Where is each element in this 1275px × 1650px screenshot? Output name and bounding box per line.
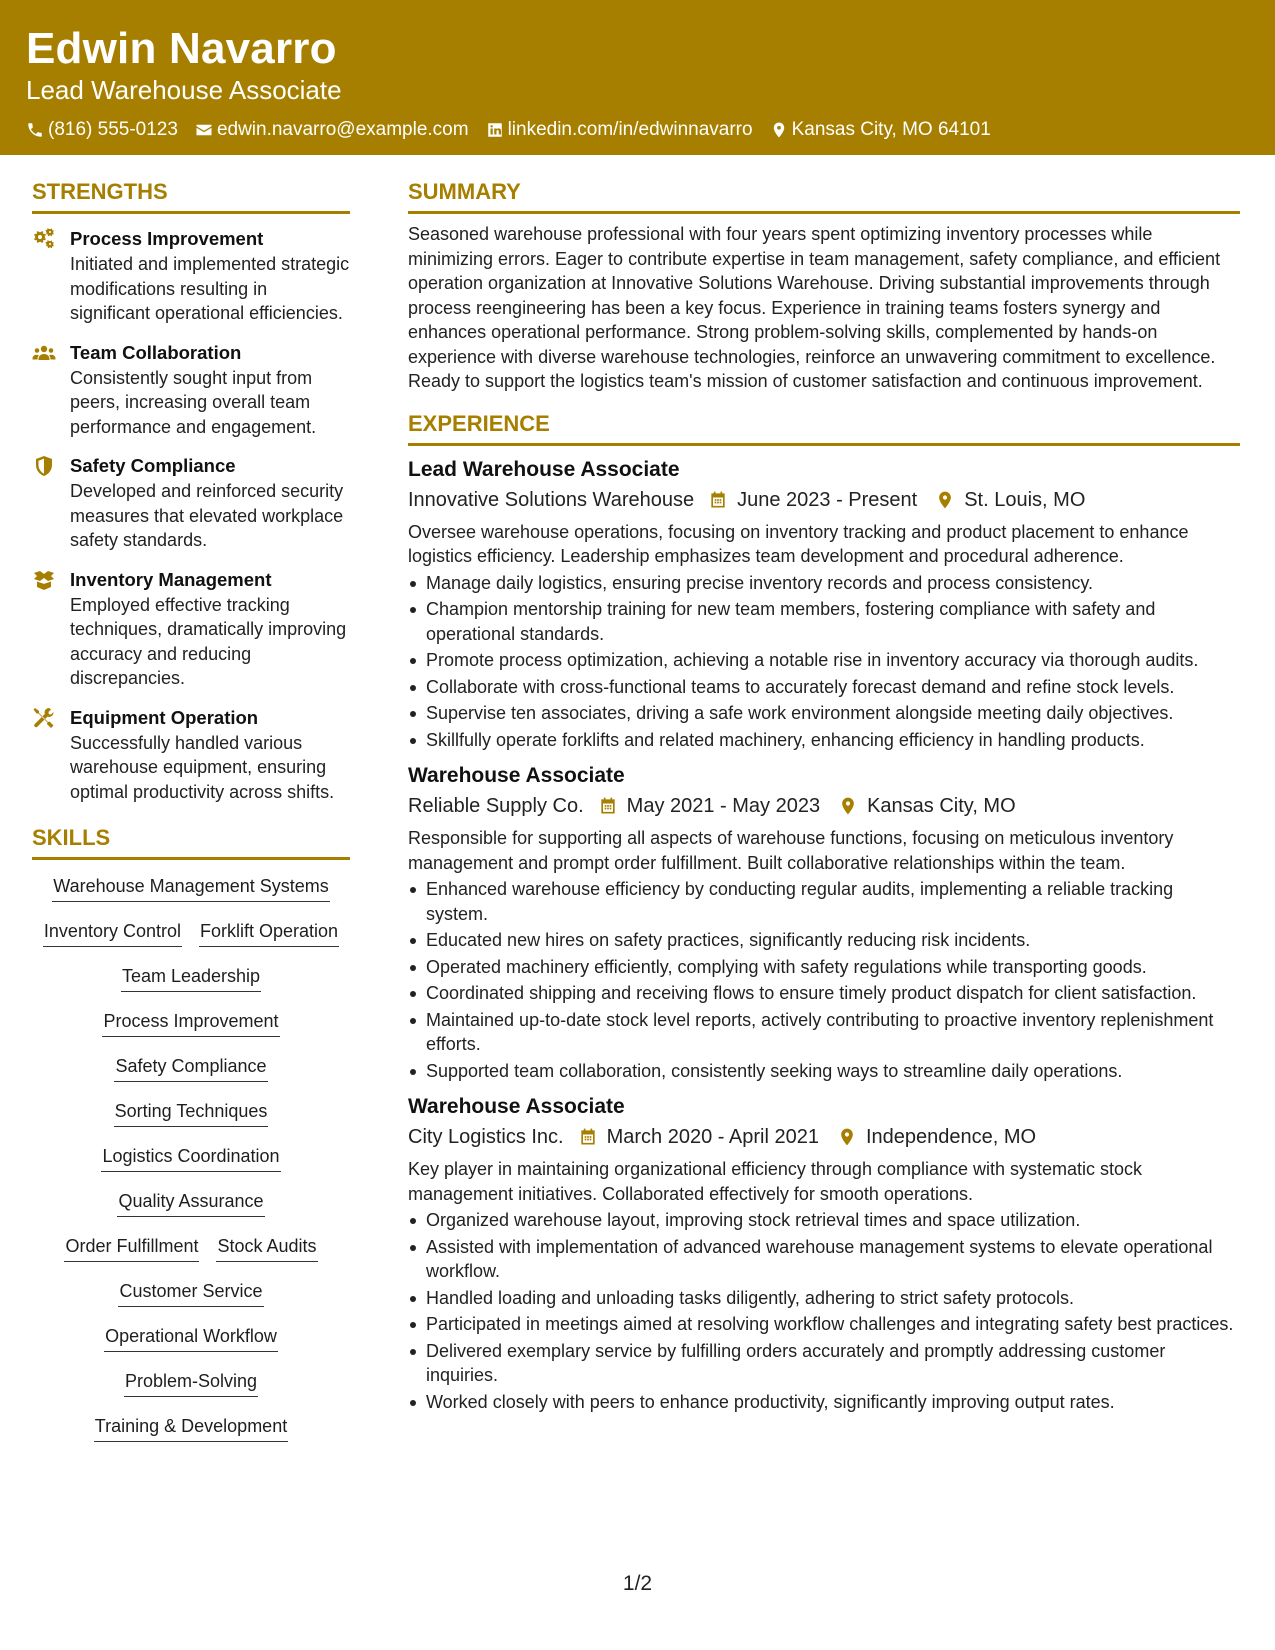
skill-tag: Training & Development	[94, 1414, 288, 1442]
phone-icon	[26, 121, 44, 139]
skill-tag: Forklift Operation	[199, 919, 339, 947]
strength-title: Equipment Operation	[70, 706, 259, 728]
job-bullet: Manage daily logistics, ensuring precise inventory records and process consistency.	[408, 571, 1240, 596]
contact-email[interactable]	[195, 118, 469, 142]
skill-tag: Quality Assurance	[117, 1189, 264, 1217]
gears-icon	[32, 228, 56, 250]
map-pin-icon	[770, 121, 788, 139]
skill-row	[117, 1189, 264, 1234]
job-bullet: Enhanced warehouse efficiency by conducting regular audits, implementing a reliable tracking system.	[408, 877, 1240, 926]
job-dates: June 2023 - Present	[737, 488, 918, 511]
skill-row	[101, 1144, 280, 1189]
job-bullet: Collaborate with cross-functional teams to accurately forecast demand and refine stock levels.	[408, 675, 1240, 700]
shield-icon	[32, 455, 56, 477]
job-entry	[408, 1093, 1240, 1414]
job-meta	[408, 1123, 1240, 1151]
job-entry	[408, 762, 1240, 1083]
skill-tag: Stock Audits	[216, 1234, 317, 1262]
skill-row	[118, 1279, 263, 1324]
summary-text: Seasoned warehouse professional with four years spent optimizing inventory processes while minimizing errors. Eager to contribute expertise in team management, safety compliance, and efficient operation organization at Innovative Solutions Warehouse. Driving substantial improvements through process reengineering has been a key focus. Experience in training teams fosters synergy and enhances operational performance. Strong problem-solving skills, complemented by hands-on experience with diverse warehouse technologies, reinforce an unwavering commitment to excellence. Ready to support the logistics team's mission of customer satisfaction and continuous improvement.	[408, 224, 1221, 391]
skill-tag: Sorting Techniques	[114, 1099, 269, 1127]
skill-row	[114, 1099, 269, 1144]
job-bullet: Coordinated shipping and receiving flows to ensure timely product dispatch for client satisfaction.	[408, 981, 1240, 1006]
job-entry	[408, 456, 1240, 753]
strength-desc: Successfully handled various warehouse equipment, ensuring optimal productivity across shifts.	[70, 732, 335, 802]
job-company: Reliable Supply Co.	[408, 795, 584, 817]
strength-title: Safety Compliance	[70, 455, 236, 476]
calendar-icon	[708, 490, 728, 510]
map-pin-icon	[837, 1127, 857, 1147]
contact-email-text: edwin.navarro@example.com	[216, 119, 469, 140]
strength-title: Team Collaboration	[70, 341, 242, 363]
job-bullet: Delivered exemplary service by fulfilling orders accurately and promptly addressing customer inquiries.	[408, 1339, 1240, 1388]
strength-desc: Employed effective tracking techniques, dramatically improving accuracy and reducing discrepancies.	[70, 594, 347, 688]
job-description: Key player in maintaining organizational efficiency through compliance with systematic stock management initiatives. Collaborated effectively for smooth operations.	[408, 1159, 1143, 1204]
job-description: Responsible for supporting all aspects of warehouse functions, focusing on meticulous inventory management and prompt order fulfillment. Built collaborative relationships within the team.	[408, 828, 1174, 873]
job-bullet: Supported team collaboration, consistently seeking ways to streamline daily operations.	[408, 1059, 1240, 1084]
job-company: City Logistics Inc.	[408, 1126, 564, 1148]
summary-heading: SUMMARY	[408, 178, 1240, 214]
strength-item	[32, 340, 350, 440]
skill-row	[104, 1324, 278, 1369]
job-title: Warehouse Associate	[408, 764, 625, 787]
job-title: Warehouse Associate	[408, 1095, 625, 1118]
strength-item	[32, 567, 350, 691]
job-bullets	[408, 1208, 1240, 1414]
skill-row	[43, 919, 339, 964]
skill-tag: Problem-Solving	[124, 1369, 258, 1397]
skill-tag: Order Fulfillment	[64, 1234, 199, 1262]
strength-title: Process Improvement	[70, 228, 264, 249]
strength-desc: Initiated and implemented strategic modifications resulting in significant operational efficiencies.	[70, 254, 350, 323]
experience-heading: EXPERIENCE	[408, 410, 1240, 446]
page-number: 1/2	[622, 1572, 653, 1595]
job-location: Kansas City, MO	[867, 795, 1016, 817]
job-location: Independence, MO	[865, 1126, 1037, 1148]
job-bullets	[408, 571, 1240, 753]
strengths-list	[32, 226, 350, 804]
contact-location	[770, 118, 991, 142]
contact-phone-text: (816) 555-0123	[48, 119, 178, 140]
strength-item	[32, 453, 350, 553]
job-location: St. Louis, MO	[964, 488, 1086, 511]
job-bullet: Participated in meetings aimed at resolving workflow challenges and integrating safety best practices.	[408, 1312, 1240, 1337]
strengths-heading: STRENGTHS	[32, 178, 350, 214]
tools-icon	[32, 707, 56, 729]
skills-list	[32, 874, 350, 1459]
users-icon	[32, 342, 56, 364]
candidate-name: Edwin Navarro	[26, 24, 337, 73]
candidate-title: Lead Warehouse Associate	[26, 75, 342, 105]
skill-tag: Process Improvement	[102, 1009, 279, 1037]
left-column	[32, 178, 350, 1459]
job-bullet: Handled loading and unloading tasks diligently, adhering to strict safety protocols.	[408, 1286, 1240, 1311]
job-dates: May 2021 - May 2023	[626, 795, 821, 817]
skill-row	[102, 1009, 279, 1054]
map-pin-icon	[935, 490, 955, 510]
job-meta	[408, 792, 1240, 820]
skill-tag: Safety Compliance	[114, 1054, 267, 1082]
job-description: Oversee warehouse operations, focusing on inventory tracking and product placement to enhance logistics efficiency. Leadership emphasizes team development and procedural adherence.	[408, 521, 1189, 566]
calendar-icon	[598, 796, 618, 816]
job-bullet: Worked closely with peers to enhance productivity, significantly improving output rates.	[408, 1390, 1240, 1415]
job-dates: March 2020 - April 2021	[606, 1126, 819, 1148]
job-bullet: Promote process optimization, achieving a notable rise in inventory accuracy via thorough audits.	[408, 648, 1240, 673]
job-bullet: Operated machinery efficiently, complying with safety regulations while transporting goods.	[408, 955, 1240, 980]
contact-phone[interactable]	[26, 118, 178, 142]
map-pin-icon	[838, 796, 858, 816]
strength-desc: Developed and reinforced security measures that elevated workplace safety standards.	[70, 481, 344, 550]
calendar-icon	[578, 1127, 598, 1147]
skill-row	[64, 1234, 317, 1279]
skill-tag: Team Leadership	[121, 964, 261, 992]
job-bullet: Educated new hires on safety practices, significantly reducing risk incidents.	[408, 928, 1240, 953]
contact-linkedin-text: linkedin.com/in/edwinnavarro	[507, 119, 753, 140]
skill-tag: Logistics Coordination	[101, 1144, 280, 1172]
job-bullets	[408, 877, 1240, 1083]
linkedin-icon	[486, 121, 504, 139]
skills-section	[32, 824, 350, 1459]
job-title: Lead Warehouse Associate	[408, 457, 680, 481]
strength-item	[32, 705, 350, 805]
experience-section	[408, 410, 1240, 1415]
envelope-icon	[195, 121, 213, 139]
contact-location-text: Kansas City, MO 64101	[791, 119, 991, 140]
job-bullet: Maintained up-to-date stock level reports, actively contributing to proactive inventory replenishment efforts.	[408, 1008, 1240, 1057]
strength-desc: Consistently sought input from peers, increasing overall team performance and engagement.	[70, 367, 317, 437]
job-bullet: Champion mentorship training for new team members, fostering compliance with safety and operational standards.	[408, 597, 1240, 646]
job-meta	[408, 486, 1240, 514]
box-open-icon	[32, 569, 56, 591]
job-bullet: Skillfully operate forklifts and related machinery, enhancing efficiency in handling products.	[408, 728, 1240, 753]
right-column	[408, 178, 1240, 1416]
skill-row	[124, 1369, 258, 1414]
contact-bar	[26, 118, 1249, 142]
skill-row	[114, 1054, 267, 1099]
skill-row	[52, 874, 329, 919]
job-bullet: Assisted with implementation of advanced warehouse management systems to elevate operational workflow.	[408, 1235, 1240, 1284]
resume-header	[0, 0, 1275, 155]
job-bullet: Organized warehouse layout, improving stock retrieval times and space utilization.	[408, 1208, 1240, 1233]
skill-tag: Inventory Control	[43, 919, 182, 947]
skill-tag: Customer Service	[118, 1279, 263, 1307]
job-company: Innovative Solutions Warehouse	[408, 488, 695, 511]
skill-tag: Operational Workflow	[104, 1324, 278, 1352]
strength-title: Inventory Management	[70, 568, 272, 590]
skills-heading: SKILLS	[32, 824, 350, 860]
job-bullet: Supervise ten associates, driving a safe work environment alongside meeting daily objectives.	[408, 701, 1240, 726]
strength-item	[32, 226, 350, 326]
skill-tag: Warehouse Management Systems	[52, 874, 329, 902]
contact-linkedin[interactable]	[486, 118, 753, 142]
skill-row	[121, 964, 261, 1009]
skill-row	[94, 1414, 288, 1459]
